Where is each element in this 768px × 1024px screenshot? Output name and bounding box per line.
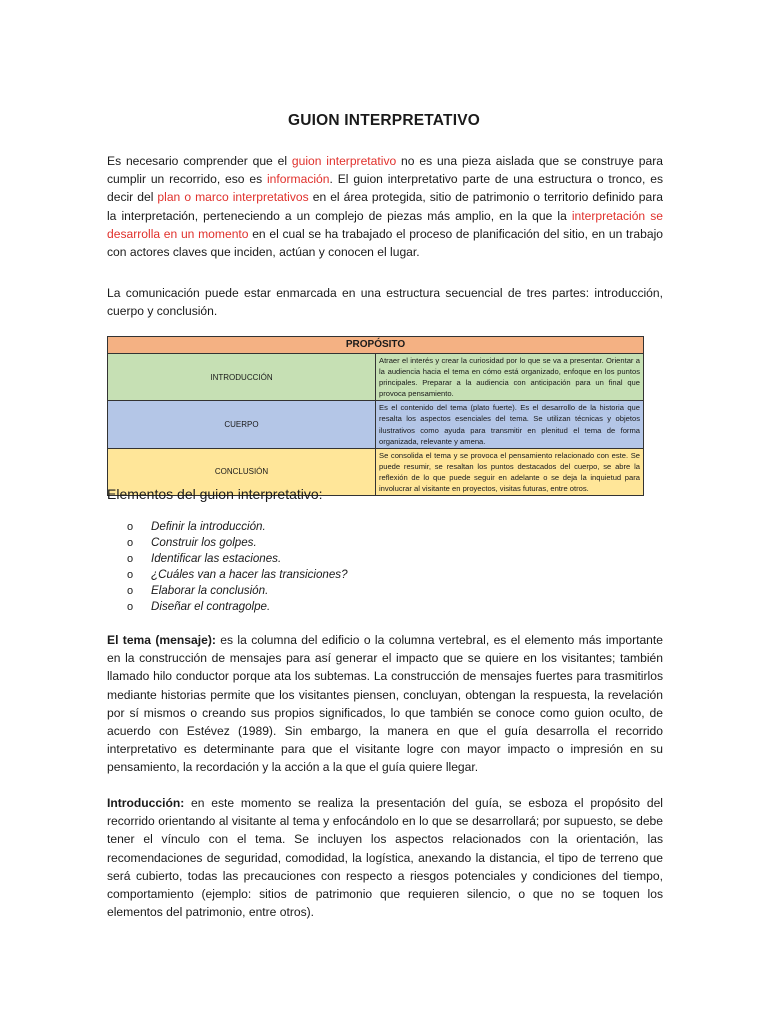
list-item [127,567,348,583]
elements-heading: Elementos del guion interpretativo: [107,486,323,502]
list-item [127,599,348,615]
list-item [127,583,348,599]
introduccion-paragraph [107,794,663,921]
row-description: Se consolida el tema y se provoca el pensamiento relacionado con este. Se puede resumir, se resaltan los puntos destacados del cuerpo, se abre la reflexión de lo que puede seguir en adelante o se deja la inquietud para involucrar al visitante en proyectos, visitas futuras, entre otros. [376,448,644,495]
text-run: en el área protegida, sitio de patrimonio o territorio definido para la interpretación, perteneciendo a un complejo de piezas más amplio, en la que la [107,190,663,223]
text-run: en este momento se realiza la presentación del guía, se esboza el propósito del recorrido orientando al visitante al tema y enfocándolo en lo que se desarrollará; por supuesto, se debe tener el vínculo con el tema. Se incluyen los aspectos relacionados con la orientación, las recomendaciones de seguridad, comodidad, la logística, anexando la distancia, el tipo de terreno que será cubierto, todas las precauciones con respecto a riesgos potenciales y condiciones del tiempo, comportamiento (ejemplo: sitios de patrimonio que requieren silencio, o que no se toquen los elementos del patrimonio, entre otros). [107,796,663,920]
bold-term: El tema (mensaje): [107,633,216,647]
table-row-cuerpo [108,401,644,448]
table-row-introduccion [108,354,644,401]
bullet-icon: o [127,521,134,533]
list-item [127,551,348,567]
list-item-text: Elaborar la conclusión. [151,584,269,598]
row-description: Es el contenido del tema (plato fuerte). Es el desarrollo de la historia que resalta los aspectos esenciales del tema. Se utilizan técnicas y objetos ilustrativos como ayuda para transmitir en plenitud el tema de forma organizada, relevante y amena. [376,401,644,448]
row-label: CUERPO [108,401,376,448]
structure-paragraph: La comunicación puede estar enmarcada en una estructura secuencial de tres partes: introducción, cuerpo y conclusión. [107,286,663,319]
bullet-icon: o [127,537,134,550]
bullet-icon: o [127,585,134,598]
highlight-text: guion interpretativo [291,154,397,168]
elements-list [127,519,348,616]
list-item-text: Definir la introducción. [151,520,266,533]
page-title: GUION INTERPRETATIVO [287,112,480,129]
table-header-row [108,337,644,354]
bullet-icon: o [127,569,134,582]
row-description: Atraer el interés y crear la curiosidad por lo que se va a presentar. Orientar a la audiencia hacia el tema en cómo está organizado, enfoque en los puntos principales. Preparar a la audiencia con anticipación para un final que provoca pensamiento. [376,354,644,401]
list-item [127,519,348,535]
bold-term: Introducción: [107,796,185,810]
row-label: CONCLUSIÓN [108,448,376,495]
highlight-text: interpretación se desarrolla en un momento [107,208,663,241]
text-run: no es una pieza aislada que se construye para cumplir un recorrido, eso es [107,154,663,187]
list-item-text: Construir los golpes. [151,536,257,550]
intro-paragraph [107,152,663,261]
purpose-table [107,336,644,496]
text-run: . El guion interpretativo parte de una estructura o tronco, es decir del [107,172,664,205]
tema-paragraph [107,631,663,777]
text-run: Es necesario comprender que el [107,154,292,168]
bullet-icon: o [127,553,134,566]
row-label: INTRODUCCIÓN [108,354,376,401]
highlight-text: plan o marco interpretativos [157,190,309,205]
list-item-text: Diseñar el contragolpe. [151,600,271,614]
table-header: PROPÓSITO [108,337,644,354]
text-run: en el cual se ha trabajado el proceso de planificación del sitio, en un trabajo con actores claves que inciden, actúan y conocen el lugar. [107,226,663,260]
highlight-text: información [267,172,330,187]
bullet-icon: o [127,601,134,614]
list-item [127,535,348,551]
text-run: es la columna del edificio o la columna vertebral, es el elemento más importante en la construcción de mensajes para así generar el impacto que se quiere en los visitantes; también llamado hilo conductor porque ata los subtemas. La construcción de mensajes fuertes para trasmitirlos mediante historias permite que los visitantes piensen, concluyan, obtengan la respuesta, la revelación por sí mismos o creando sus propios significados, lo que también se conoce como guion oculto, de acuerdo con Estévez (1989). Sin embargo, la manera en que el guía desarrolla el recorrido interpretativo es determinante para que el visitante logre con mayor impacto o impresión en su pensamiento, la recordación y la acción a la que el guía quiere llegar. [107,633,663,775]
list-item-text: ¿Cuáles van a hacer las transiciones? [151,568,348,582]
list-item-text: Identificar las estaciones. [151,552,282,566]
